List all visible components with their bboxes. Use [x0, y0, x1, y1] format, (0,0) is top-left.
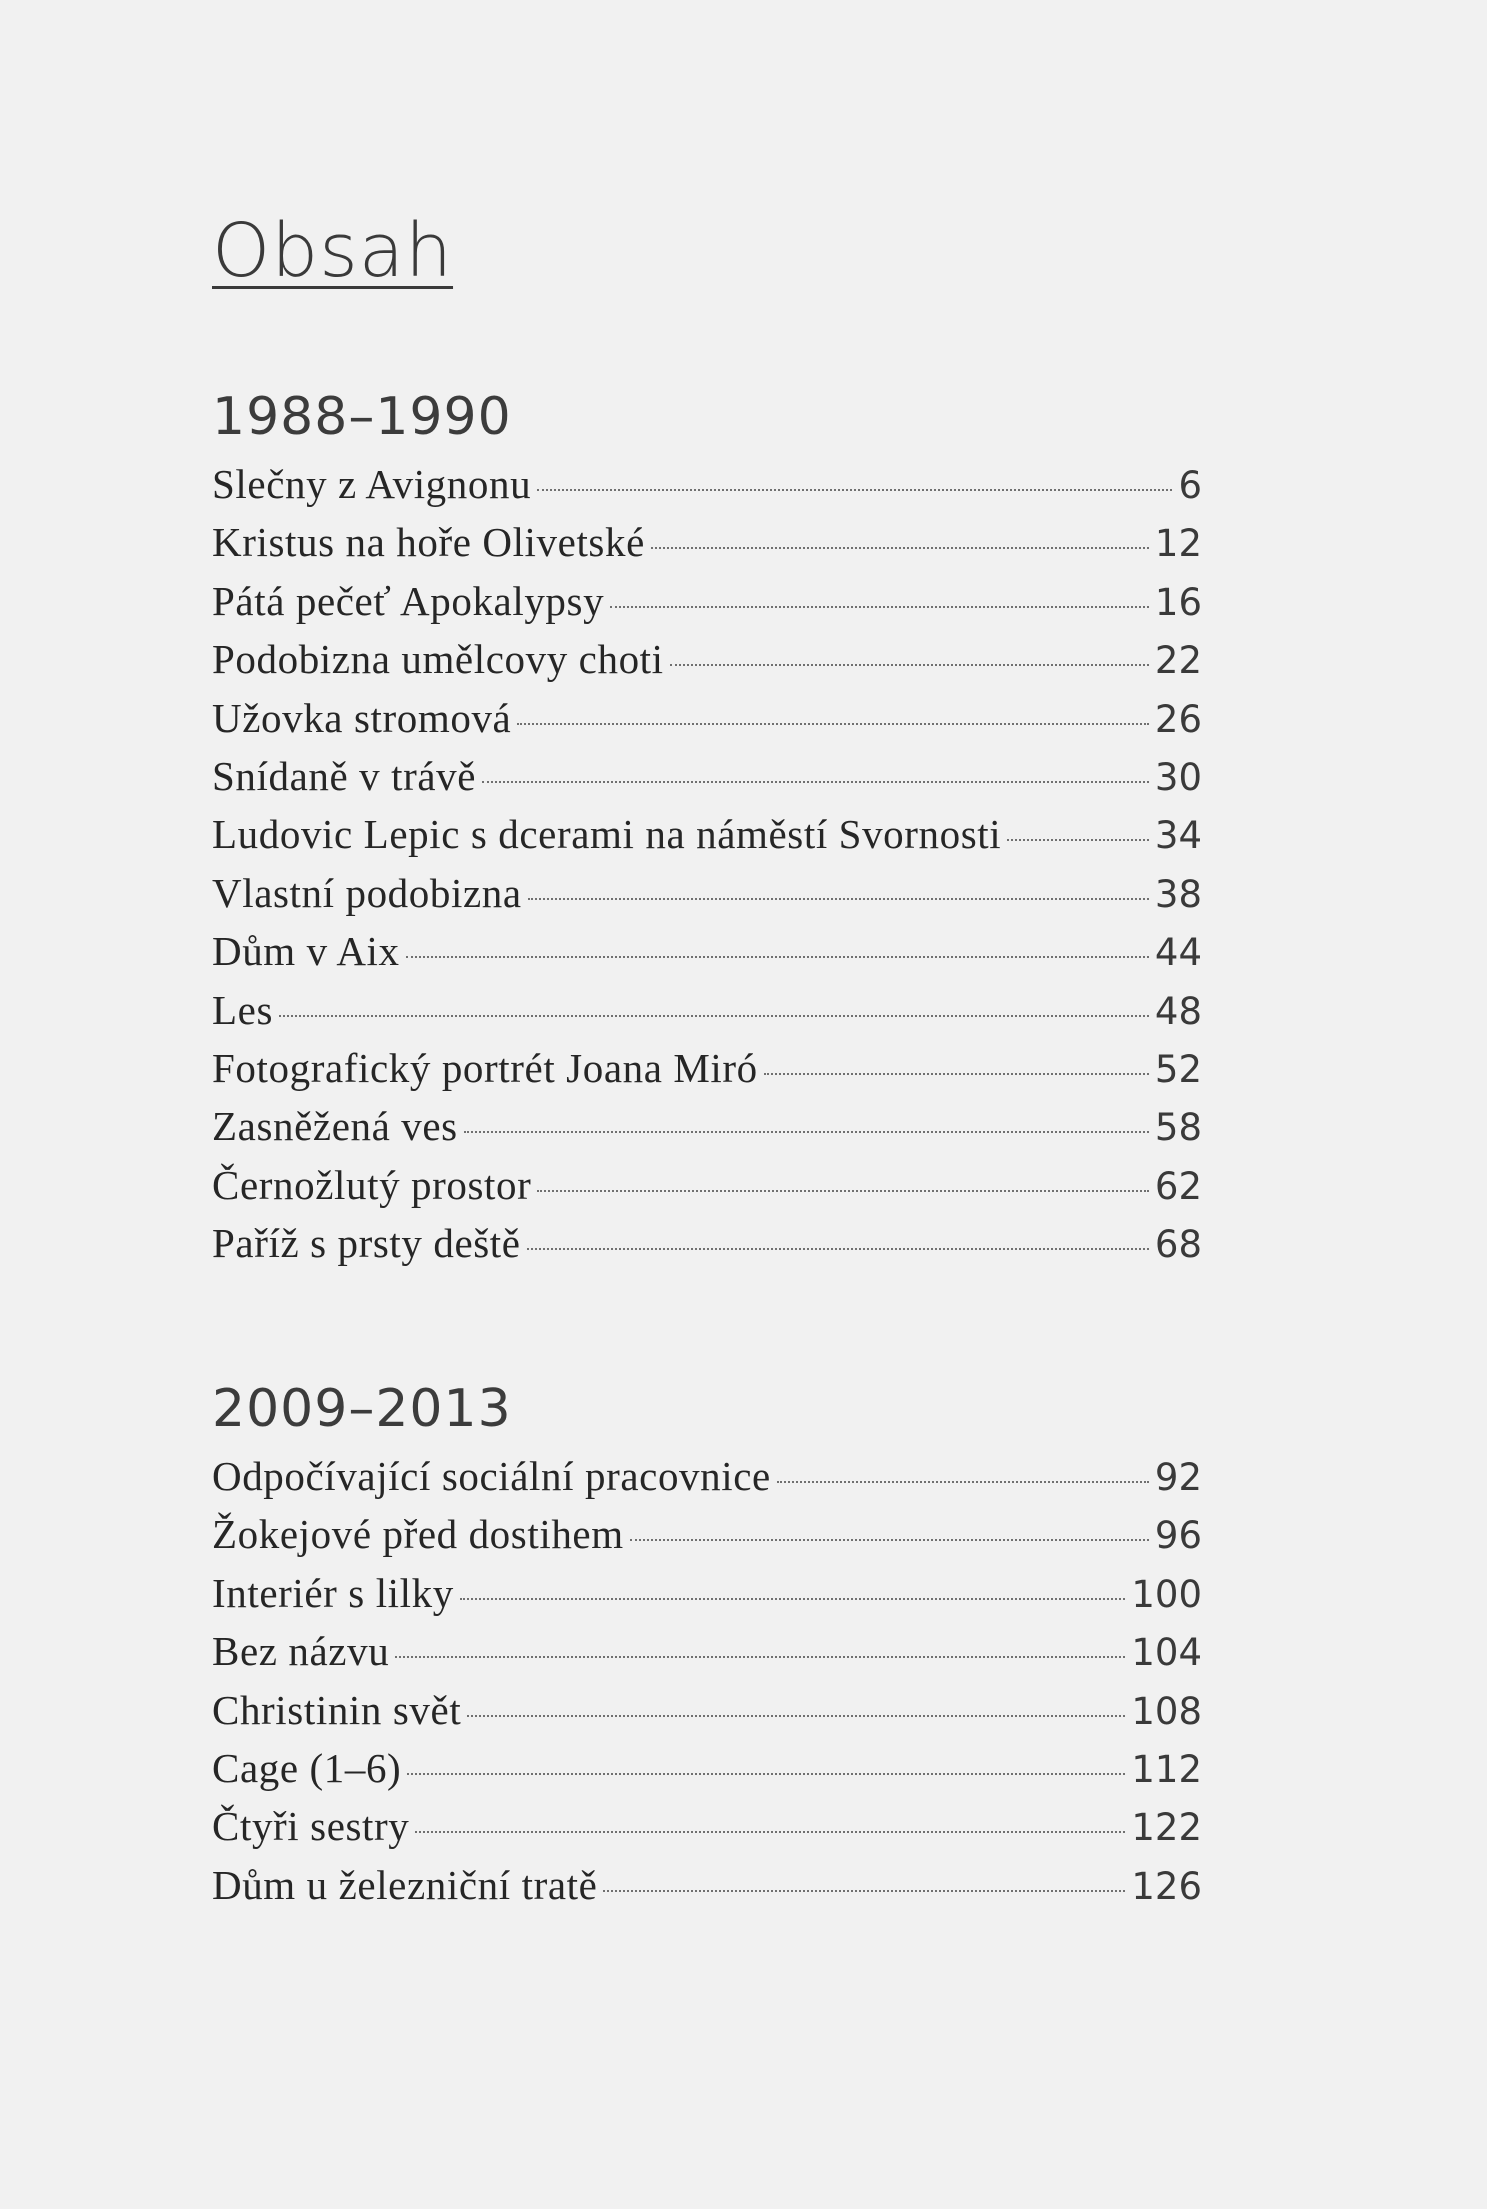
- toc-entry[interactable]: [212, 1452, 1202, 1510]
- toc-entry[interactable]: [212, 577, 1202, 635]
- section-heading: 1988–1990: [212, 387, 512, 447]
- entry-page-number: 12: [1154, 522, 1202, 566]
- dot-leader: [630, 1539, 1149, 1541]
- entry-title: Černožlutý prostor: [212, 1161, 532, 1208]
- entry-title: Les: [212, 986, 273, 1033]
- entry-page-number: 38: [1154, 872, 1202, 916]
- entry-page-number: 112: [1131, 1747, 1202, 1791]
- toc-entry[interactable]: [212, 1161, 1202, 1219]
- entry-title: Dům v Aix: [212, 928, 400, 975]
- entry-page-number: 26: [1154, 697, 1202, 741]
- entry-title: Čtyři sestry: [212, 1803, 410, 1850]
- entry-title: Užovka stromová: [212, 694, 512, 741]
- entry-title: Slečny z Avignonu: [212, 461, 532, 507]
- dot-leader: [1007, 839, 1149, 841]
- entry-title: Snídaně v trávě: [212, 752, 477, 799]
- dot-leader: [482, 781, 1149, 783]
- toc-entry[interactable]: [212, 752, 1202, 810]
- dot-leader: [460, 1598, 1126, 1600]
- toc-entry[interactable]: [212, 1102, 1202, 1160]
- page-title: Obsah: [212, 208, 454, 294]
- dot-leader: [610, 606, 1149, 608]
- toc-entry[interactable]: [212, 927, 1202, 985]
- entry-title: Odpočívající sociální pracovnice: [212, 1453, 771, 1499]
- section-heading: 2009–2013: [212, 1379, 512, 1439]
- toc-entry[interactable]: [212, 1686, 1202, 1744]
- entry-page-number: 48: [1154, 989, 1202, 1033]
- entry-page-number: 52: [1154, 1047, 1202, 1091]
- toc-entry[interactable]: [212, 1510, 1202, 1568]
- entry-page-number: 100: [1131, 1572, 1202, 1616]
- toc-entry[interactable]: [212, 810, 1202, 868]
- entry-page-number: 108: [1131, 1689, 1202, 1733]
- toc-entry[interactable]: [212, 986, 1202, 1044]
- toc-section-2009-2013: [212, 1378, 1202, 1919]
- entry-page-number: 104: [1131, 1631, 1202, 1675]
- dot-leader: [279, 1015, 1149, 1017]
- toc-entry[interactable]: [212, 1861, 1202, 1919]
- entry-title: Cage (1–6): [212, 1744, 402, 1791]
- toc-entry[interactable]: [212, 1044, 1202, 1102]
- entry-title: Pátá pečeť Apokalypsy: [212, 577, 605, 624]
- dot-leader: [528, 898, 1149, 900]
- entry-page-number: 96: [1154, 1514, 1202, 1558]
- entry-page-number: 68: [1154, 1223, 1202, 1267]
- toc-entry[interactable]: [212, 694, 1202, 752]
- toc-entry[interactable]: [212, 460, 1202, 518]
- toc-entry[interactable]: [212, 869, 1202, 927]
- toc-entry[interactable]: [212, 635, 1202, 693]
- entry-page-number: 44: [1154, 931, 1202, 975]
- entry-title: Paříž s prsty deště: [212, 1220, 521, 1267]
- entry-page-number: 126: [1131, 1864, 1202, 1908]
- dot-leader: [764, 1073, 1149, 1075]
- dot-leader: [777, 1481, 1149, 1483]
- entry-title: Christinin svět: [212, 1686, 462, 1733]
- dot-leader: [651, 547, 1149, 549]
- entry-page-number: 6: [1178, 464, 1202, 507]
- entry-page-number: 122: [1131, 1806, 1202, 1850]
- entry-title: Podobizna umělcovy choti: [212, 636, 664, 683]
- entry-title: Dům u železniční tratě: [212, 1861, 598, 1908]
- entry-page-number: 16: [1154, 580, 1202, 624]
- entry-title: Zasněžená ves: [212, 1103, 458, 1150]
- toc-entry[interactable]: [212, 1219, 1202, 1277]
- dot-leader: [537, 489, 1172, 491]
- dot-leader: [537, 1190, 1149, 1192]
- entry-page-number: 22: [1154, 639, 1202, 683]
- entry-page-number: 30: [1154, 755, 1202, 799]
- dot-leader: [670, 664, 1149, 666]
- dot-leader: [406, 956, 1149, 958]
- entry-title: Vlastní podobizna: [212, 869, 522, 916]
- dot-leader: [407, 1773, 1125, 1775]
- toc-entry-list: [212, 1452, 1202, 1919]
- toc-entry[interactable]: [212, 1802, 1202, 1860]
- entry-title: Ludovic Lepic s dcerami na náměstí Svornosti: [212, 811, 1002, 858]
- dot-leader: [517, 723, 1149, 725]
- toc-entry[interactable]: [212, 1627, 1202, 1685]
- dot-leader: [464, 1131, 1149, 1133]
- toc-entry[interactable]: [212, 1569, 1202, 1627]
- entry-title: Bez názvu: [212, 1628, 390, 1675]
- toc-entry[interactable]: [212, 1744, 1202, 1802]
- dot-leader: [467, 1715, 1125, 1717]
- entry-title: Interiér s lilky: [212, 1569, 454, 1616]
- entry-title: Kristus na hoře Olivetské: [212, 519, 645, 566]
- toc-section-1988-1990: [212, 386, 1202, 1277]
- entry-page-number: 58: [1154, 1106, 1202, 1150]
- entry-page-number: 92: [1154, 1456, 1202, 1499]
- dot-leader: [603, 1890, 1125, 1892]
- toc-entry-list: [212, 460, 1202, 1277]
- dot-leader: [395, 1656, 1125, 1658]
- dot-leader: [527, 1248, 1149, 1250]
- dot-leader: [415, 1831, 1125, 1833]
- entry-title: Fotografický portrét Joana Miró: [212, 1044, 758, 1091]
- toc-entry[interactable]: [212, 518, 1202, 576]
- entry-page-number: 62: [1154, 1164, 1202, 1208]
- entry-page-number: 34: [1154, 814, 1202, 858]
- entry-title: Žokejové před dostihem: [212, 1511, 624, 1558]
